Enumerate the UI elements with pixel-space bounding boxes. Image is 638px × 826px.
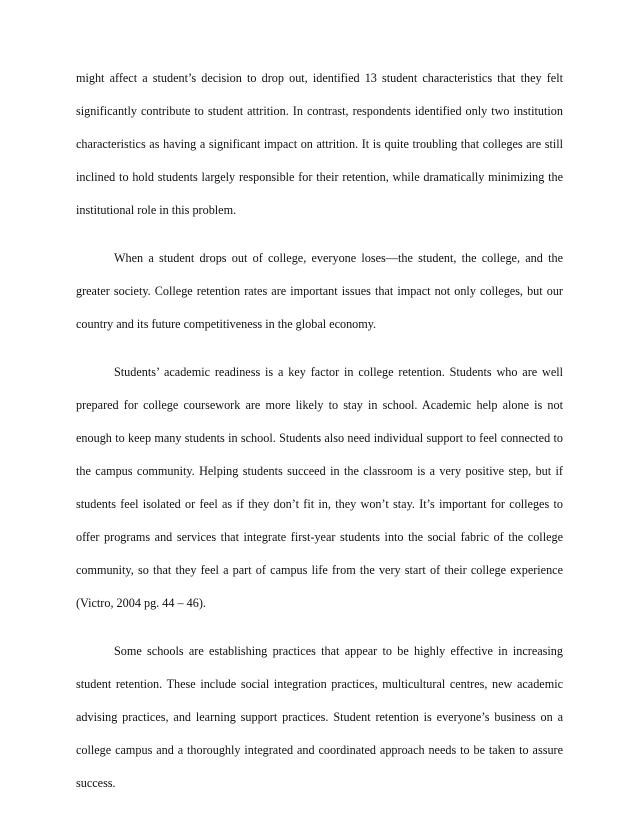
- paragraph-3: Students’ academic readiness is a key factor in college retention. Students who are well prepared for college coursework are more likely to stay in school. Academic help alone is not enough to keep many students in school. Students also need individual support to feel connected to the campus community. Helping students succeed in the classroom is a very positive step, but if students feel isolated or feel as if they don’t fit in, they won’t stay. It’s important for colleges to offer programs and services that integrate first-year students into the social fabric of the college community, so that they feel a part of campus life from the very start of their college experience (Victro, 2004 pg. 44 – 46).: [76, 365, 563, 610]
- paragraph-2: When a student drops out of college, everyone loses—the student, the college, and the greater society. College retention rates are important issues that impact not only colleges, but our country and its future competitiveness in the global economy.: [76, 251, 563, 331]
- document-body: [76, 62, 563, 800]
- paragraph-1: might affect a student’s decision to drop out, identified 13 student characteristics that they felt significantly contribute to student attrition. In contrast, respondents identified only two institution characteristics as having a significant impact on attrition. It is quite troubling that colleges are still inclined to hold students largely responsible for their retention, while dramatically minimizing the institutional role in this problem.: [76, 71, 563, 217]
- paragraph-4: Some schools are establishing practices that appear to be highly effective in increasing student retention. These include social integration practices, multicultural centres, new academic advising practices, and learning support practices. Student retention is everyone’s business on a college campus and a thoroughly integrated and coordinated approach needs to be taken to assure success.: [76, 644, 563, 790]
